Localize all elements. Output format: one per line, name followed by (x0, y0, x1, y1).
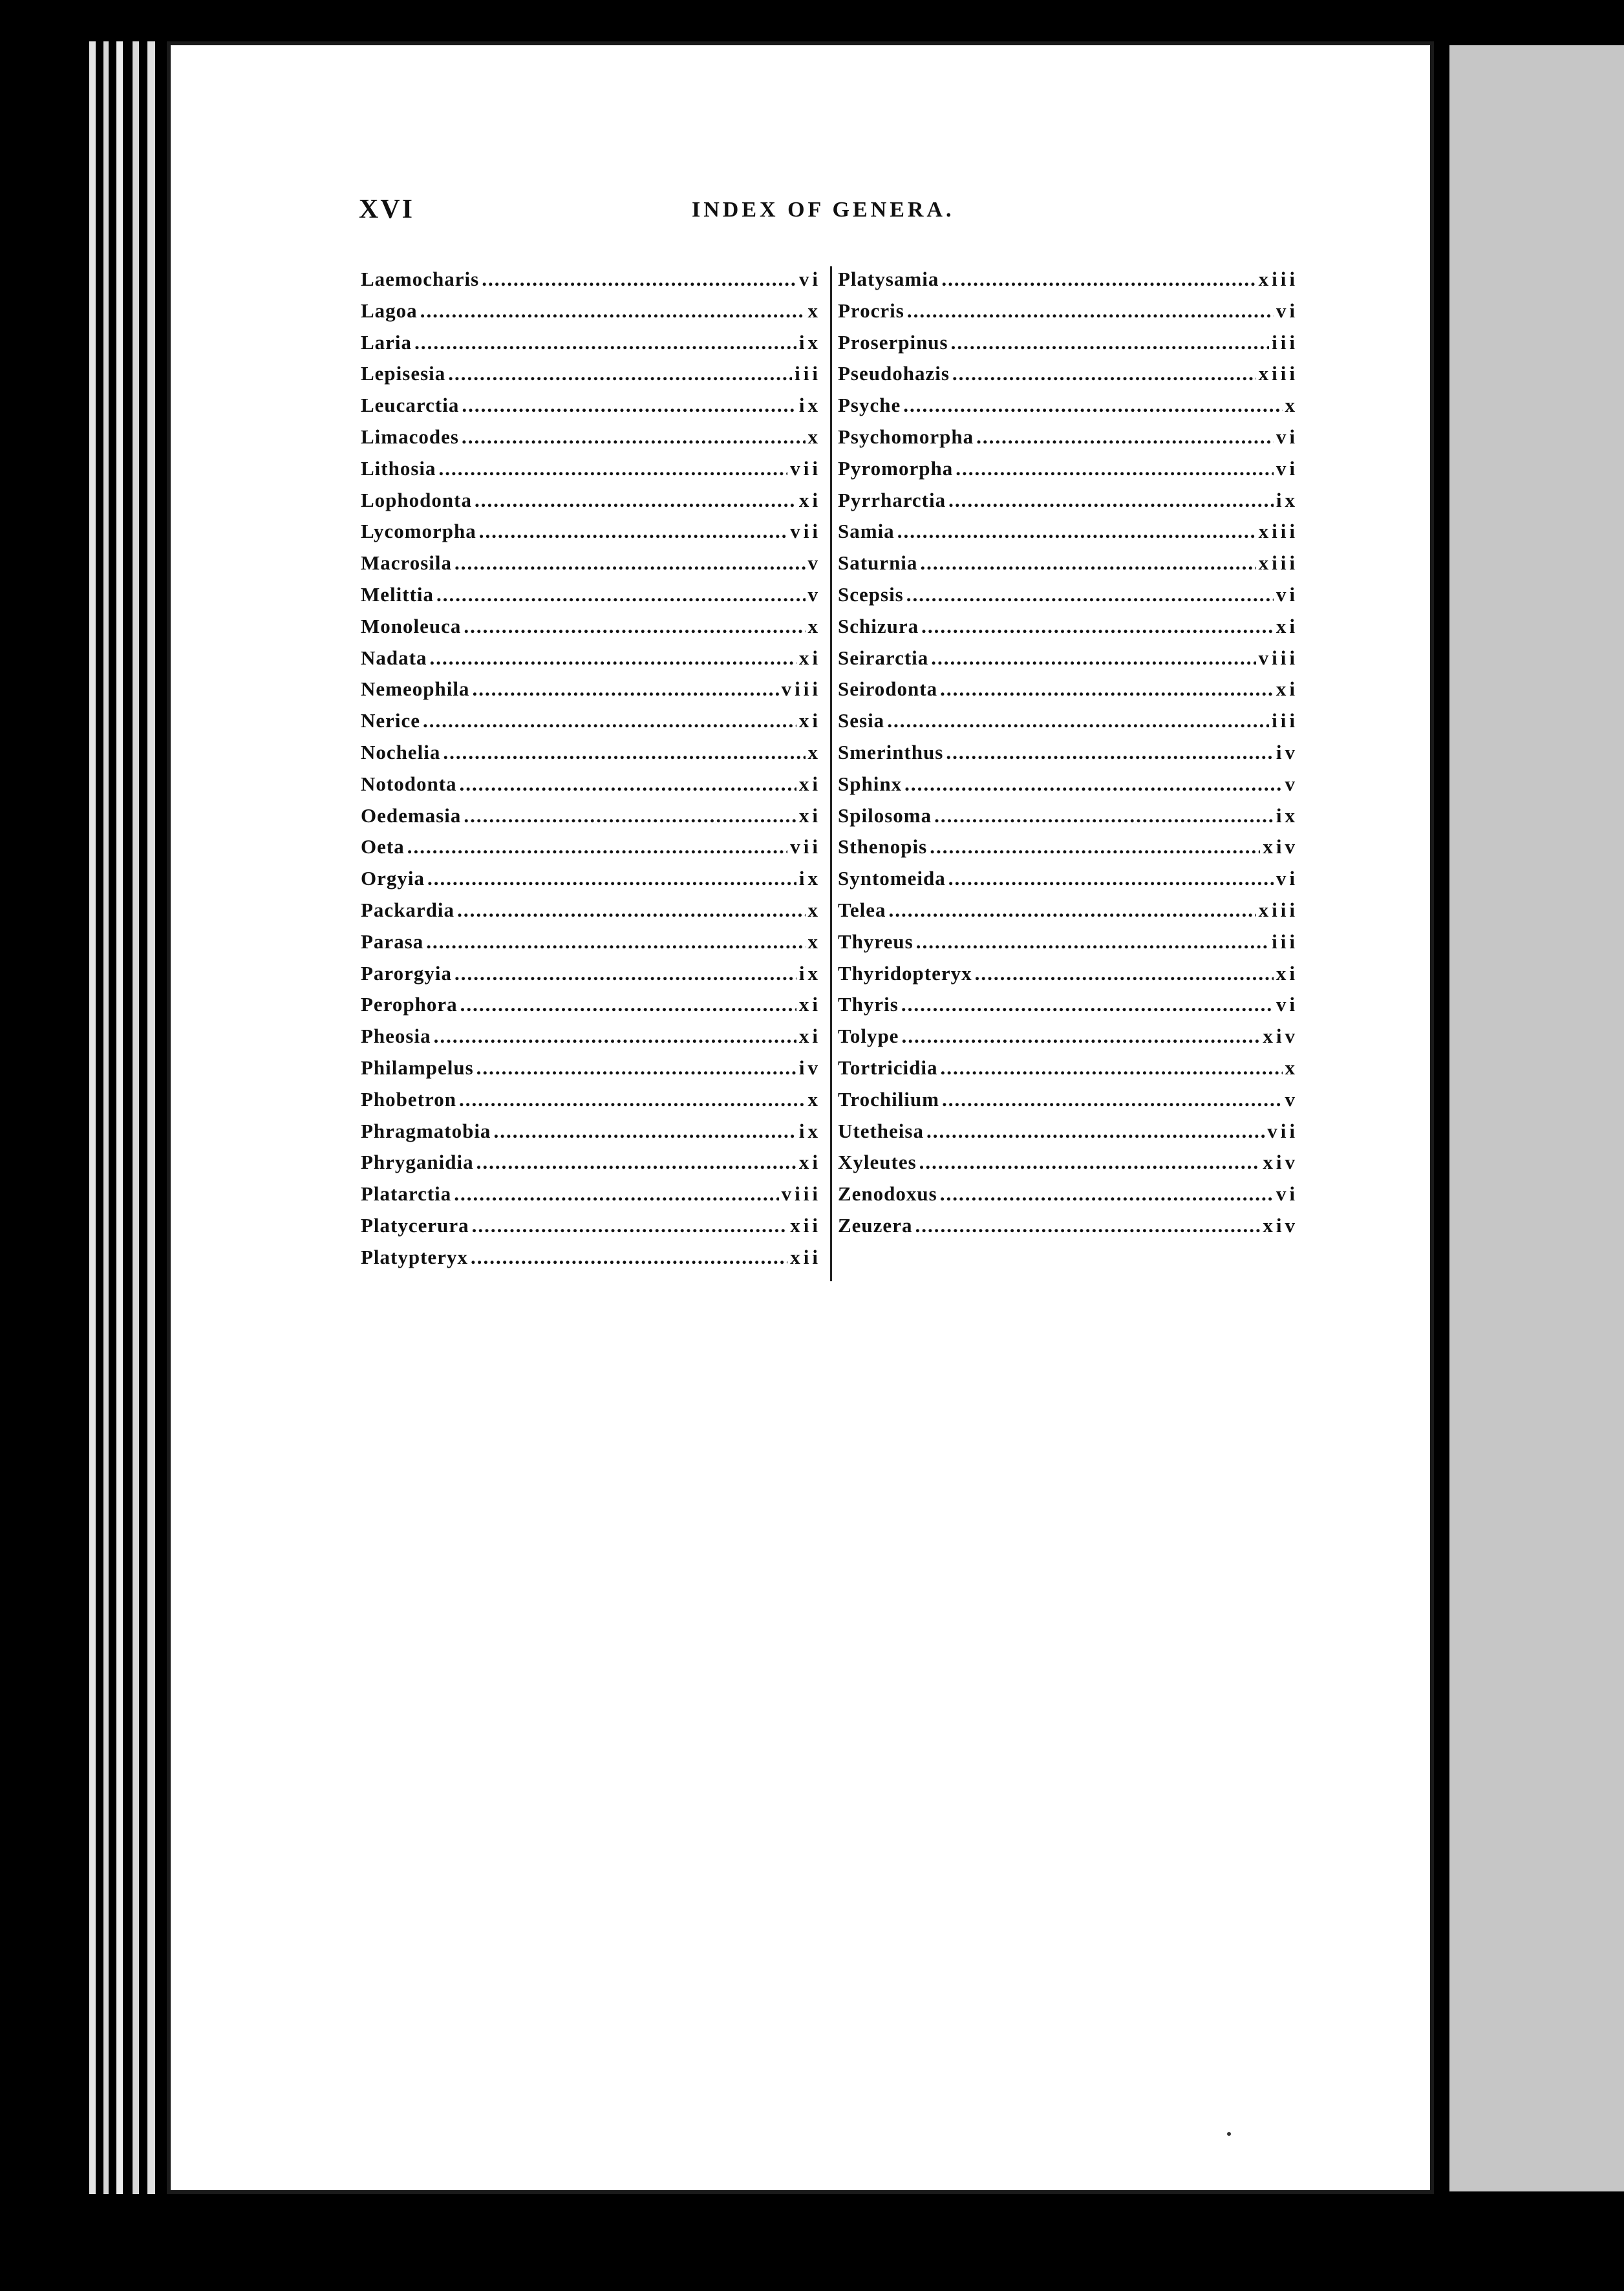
dot-leader (948, 863, 1274, 895)
dot-leader (946, 737, 1274, 769)
dot-leader (942, 1084, 1283, 1116)
section-reference: vi (1276, 456, 1298, 480)
section-reference: xiii (1258, 898, 1298, 921)
dot-leader (916, 926, 1269, 958)
dot-leader (426, 926, 805, 958)
index-entry (361, 705, 821, 737)
dot-leader (479, 516, 787, 548)
genus-name: Limacodes (361, 425, 459, 448)
index-entry (838, 1084, 1298, 1116)
dot-leader (920, 548, 1255, 579)
genus-name: Perophora (361, 993, 458, 1016)
section-reference: xiii (1258, 520, 1298, 543)
genus-name: Platysamia (838, 268, 939, 290)
section-reference: ix (1276, 488, 1298, 511)
section-reference: vi (798, 268, 821, 290)
genus-name: Sthenopis (838, 835, 928, 858)
page-edge (103, 41, 109, 2194)
dot-leader (951, 327, 1270, 359)
genus-name: Samia (838, 520, 895, 543)
dot-leader (897, 516, 1256, 548)
section-reference: vi (1276, 299, 1298, 322)
index-entry (838, 895, 1298, 926)
section-reference: x (807, 898, 821, 921)
section-reference: vii (790, 456, 821, 480)
dot-leader (460, 989, 796, 1021)
genus-name: Monoleuca (361, 614, 462, 637)
dot-leader (464, 800, 796, 832)
index-entry (838, 737, 1298, 769)
index-entry (361, 390, 821, 421)
index-entry (361, 895, 821, 926)
genus-name: Tolype (838, 1025, 899, 1048)
section-reference: xi (798, 772, 821, 795)
dot-leader (919, 1147, 1261, 1178)
index-entry (838, 1021, 1298, 1052)
genus-name: Lagoa (361, 299, 418, 322)
genus-name: Thyris (838, 993, 899, 1016)
dot-leader (476, 1147, 796, 1178)
section-reference: ix (798, 961, 821, 985)
genus-name: Nochelia (361, 740, 441, 763)
dot-leader (948, 485, 1274, 517)
index-entry (838, 643, 1298, 674)
dot-leader (472, 1210, 788, 1242)
section-reference: vi (1276, 425, 1298, 448)
section-reference: xiv (1263, 835, 1298, 858)
section-reference: xi (1276, 677, 1298, 701)
dot-leader (493, 1116, 796, 1147)
genus-name: Platypteryx (361, 1245, 468, 1268)
index-entry (361, 958, 821, 990)
genus-name: Thyreus (838, 930, 914, 953)
dot-leader (907, 295, 1274, 327)
index-entry (838, 1116, 1298, 1147)
genus-name: Seirodonta (838, 677, 938, 701)
facing-page (1449, 45, 1624, 2191)
index-column-left (361, 264, 821, 1273)
section-reference: xiv (1263, 1151, 1298, 1174)
dot-leader (482, 264, 796, 295)
genus-name: Sesia (838, 709, 885, 732)
section-reference: vi (1276, 1182, 1298, 1206)
index-entry (361, 1084, 821, 1116)
page-edge (147, 41, 155, 2194)
genus-name: Platycerura (361, 1213, 469, 1237)
genus-name: Lepisesia (361, 362, 446, 385)
section-reference: xi (798, 993, 821, 1016)
index-entry (838, 674, 1298, 705)
section-reference: xiv (1263, 1025, 1298, 1048)
section-reference: xiii (1258, 268, 1298, 290)
index-entry (361, 831, 821, 863)
index-entry (838, 769, 1298, 800)
dot-leader (940, 1178, 1274, 1210)
index-entry (361, 358, 821, 390)
dot-leader (901, 1021, 1260, 1052)
section-reference: viii (781, 677, 821, 701)
section-reference: xiii (1258, 362, 1298, 385)
index-column-right (838, 264, 1298, 1242)
dot-leader (901, 989, 1274, 1021)
dot-leader (471, 1242, 787, 1273)
index-entry (361, 1116, 821, 1147)
index-entry (361, 485, 821, 517)
section-reference: xi (798, 804, 821, 827)
index-entry (361, 769, 821, 800)
genus-name: Zeuzera (838, 1213, 913, 1237)
section-reference: xi (798, 1025, 821, 1048)
section-reference: viii (1258, 646, 1298, 669)
genus-name: Psyche (838, 394, 901, 417)
dot-leader (460, 769, 796, 800)
genus-name: Trochilium (838, 1087, 939, 1111)
section-reference: ix (798, 1119, 821, 1142)
genus-name: Oeta (361, 835, 405, 858)
index-entry (838, 1210, 1298, 1242)
dot-leader (906, 579, 1274, 611)
index-entry (838, 485, 1298, 517)
index-entry (838, 863, 1298, 895)
dot-leader (472, 674, 778, 705)
genus-name: Schizura (838, 614, 919, 637)
dot-leader (457, 895, 805, 926)
index-entry (838, 327, 1298, 359)
scan-speck (1227, 2132, 1231, 2136)
genus-name: Utetheisa (838, 1119, 924, 1142)
index-entry (361, 674, 821, 705)
section-reference: v (1285, 1087, 1298, 1111)
running-head: INDEX OF GENERA. (692, 198, 955, 222)
dot-leader (952, 358, 1256, 390)
index-entry (361, 453, 821, 485)
section-reference: x (807, 614, 821, 637)
genus-name: Nemeophila (361, 677, 470, 701)
section-reference: vii (790, 835, 821, 858)
index-entry (838, 421, 1298, 453)
section-reference: iii (1272, 709, 1298, 732)
genus-name: Orgyia (361, 867, 425, 890)
section-reference: iv (1276, 740, 1298, 763)
section-reference: xi (798, 709, 821, 732)
genus-name: Laemocharis (361, 268, 480, 290)
genus-name: Xyleutes (838, 1151, 917, 1174)
dot-leader (931, 643, 1255, 674)
genus-name: Sphinx (838, 772, 903, 795)
genus-name: Notodonta (361, 772, 457, 795)
section-reference: x (1285, 1056, 1298, 1079)
index-entry (838, 548, 1298, 579)
dot-leader (921, 611, 1274, 643)
index-entry (838, 800, 1298, 832)
genus-name: Spilosoma (838, 804, 932, 827)
section-reference: xi (798, 1151, 821, 1174)
index-entry (361, 421, 821, 453)
genus-name: Smerinthus (838, 740, 944, 763)
section-reference: xii (790, 1213, 821, 1237)
dot-leader (427, 863, 796, 895)
index-entry (838, 390, 1298, 421)
index-entry (361, 1242, 821, 1273)
section-reference: iii (1272, 330, 1298, 354)
index-entry (361, 548, 821, 579)
dot-leader (462, 421, 806, 453)
index-entry (361, 863, 821, 895)
section-reference: ix (1276, 804, 1298, 827)
section-reference: v (807, 582, 821, 606)
section-reference: xi (1276, 614, 1298, 637)
dot-leader (462, 390, 796, 421)
index-entry (361, 1021, 821, 1052)
genus-name: Phragmatobia (361, 1119, 491, 1142)
section-reference: iii (1272, 930, 1298, 953)
genus-name: Pyrrharctia (838, 488, 946, 511)
dot-leader (915, 1210, 1260, 1242)
dot-leader (941, 1052, 1283, 1084)
dot-leader (476, 1052, 796, 1084)
section-reference: viii (781, 1182, 821, 1206)
genus-name: Lithosia (361, 456, 436, 480)
genus-name: Telea (838, 898, 886, 921)
section-reference: xiv (1263, 1213, 1298, 1237)
index-entry (361, 295, 821, 327)
section-reference: iii (795, 362, 821, 385)
section-reference: xi (798, 646, 821, 669)
index-entry (838, 611, 1298, 643)
dot-leader (903, 390, 1282, 421)
genus-name: Proserpinus (838, 330, 948, 354)
section-reference: vii (1267, 1119, 1298, 1142)
dot-leader (454, 548, 805, 579)
dot-leader (975, 958, 1274, 990)
page-edge (89, 41, 96, 2194)
genus-name: Platarctia (361, 1182, 452, 1206)
genus-name: Pseudohazis (838, 362, 950, 385)
index-entry (361, 611, 821, 643)
dot-leader (407, 831, 788, 863)
dot-leader (926, 1116, 1265, 1147)
dot-leader (443, 737, 805, 769)
dot-leader (888, 895, 1255, 926)
section-reference: vi (1276, 867, 1298, 890)
genus-name: Nerice (361, 709, 421, 732)
index-entry (361, 579, 821, 611)
dot-leader (956, 453, 1274, 485)
index-entry (838, 831, 1298, 863)
genus-name: Packardia (361, 898, 455, 921)
genus-name: Thyridopteryx (838, 961, 972, 985)
index-entry (838, 264, 1298, 295)
section-reference: x (807, 740, 821, 763)
dot-leader (439, 453, 788, 485)
index-entry (838, 989, 1298, 1021)
index-entry (361, 1178, 821, 1210)
index-entry (361, 926, 821, 958)
index-entry (361, 1052, 821, 1084)
index-entry (838, 705, 1298, 737)
section-reference: iv (798, 1056, 821, 1079)
genus-name: Syntomeida (838, 867, 946, 890)
genus-name: Parasa (361, 930, 424, 953)
dot-leader (414, 327, 796, 359)
index-entry (838, 1052, 1298, 1084)
dot-leader (448, 358, 792, 390)
index-entry (838, 295, 1298, 327)
genus-name: Phobetron (361, 1087, 456, 1111)
genus-name: Saturnia (838, 551, 918, 575)
genus-name: Pyromorpha (838, 456, 954, 480)
section-reference: ix (798, 394, 821, 417)
genus-name: Laria (361, 330, 412, 354)
genus-name: Psychomorpha (838, 425, 974, 448)
column-divider (830, 266, 832, 1281)
page-number: XVI (359, 195, 415, 224)
index-entry (361, 989, 821, 1021)
section-reference: vi (1276, 993, 1298, 1016)
section-reference: xiii (1258, 551, 1298, 575)
dot-leader (930, 831, 1260, 863)
section-reference: vii (790, 520, 821, 543)
index-entry (838, 1178, 1298, 1210)
section-reference: v (1285, 772, 1298, 795)
dot-leader (420, 295, 806, 327)
index-entry (838, 1147, 1298, 1178)
index-entry (361, 516, 821, 548)
section-reference: xi (1276, 961, 1298, 985)
genus-name: Pheosia (361, 1025, 431, 1048)
section-reference: xi (798, 488, 821, 511)
index-entry (838, 926, 1298, 958)
genus-name: Melittia (361, 582, 434, 606)
dot-leader (934, 800, 1274, 832)
dot-leader (454, 1178, 778, 1210)
genus-name: Seirarctia (838, 646, 929, 669)
index-entry (361, 1147, 821, 1178)
dot-leader (423, 705, 796, 737)
dot-leader (904, 769, 1282, 800)
section-reference: vi (1276, 582, 1298, 606)
genus-name: Phryganidia (361, 1151, 474, 1174)
genus-name: Zenodoxus (838, 1182, 937, 1206)
genus-name: Leucarctia (361, 394, 460, 417)
section-reference: x (807, 930, 821, 953)
genus-name: Oedemasia (361, 804, 462, 827)
index-entry (838, 453, 1298, 485)
section-reference: x (807, 299, 821, 322)
genus-name: Tortricidia (838, 1056, 938, 1079)
index-entry (838, 958, 1298, 990)
genus-name: Scepsis (838, 582, 904, 606)
section-reference: ix (798, 330, 821, 354)
dot-leader (475, 485, 796, 517)
dot-leader (434, 1021, 796, 1052)
section-reference: x (1285, 394, 1298, 417)
dot-leader (459, 1084, 806, 1116)
index-entry (361, 264, 821, 295)
dot-leader (429, 643, 796, 674)
index-entry (361, 1210, 821, 1242)
page-edge (133, 41, 139, 2194)
dot-leader (887, 705, 1269, 737)
dot-leader (941, 264, 1255, 295)
dot-leader (976, 421, 1274, 453)
genus-name: Lophodonta (361, 488, 472, 511)
section-reference: x (807, 425, 821, 448)
section-reference: x (807, 1087, 821, 1111)
page-edge (116, 41, 123, 2194)
index-entry (838, 579, 1298, 611)
section-reference: v (807, 551, 821, 575)
dot-leader (454, 958, 796, 990)
section-reference: ix (798, 867, 821, 890)
dot-leader (464, 611, 805, 643)
genus-name: Parorgyia (361, 961, 453, 985)
index-entry (361, 737, 821, 769)
index-entry (361, 327, 821, 359)
genus-name: Nadata (361, 646, 427, 669)
index-entry (361, 643, 821, 674)
page-header (359, 194, 1296, 226)
dot-leader (940, 674, 1274, 705)
index-entry (361, 800, 821, 832)
genus-name: Lycomorpha (361, 520, 476, 543)
index-entry (838, 358, 1298, 390)
section-reference: xii (790, 1245, 821, 1268)
genus-name: Procris (838, 299, 904, 322)
index-entry (838, 516, 1298, 548)
genus-name: Philampelus (361, 1056, 474, 1079)
dot-leader (436, 579, 805, 611)
genus-name: Macrosila (361, 551, 453, 575)
